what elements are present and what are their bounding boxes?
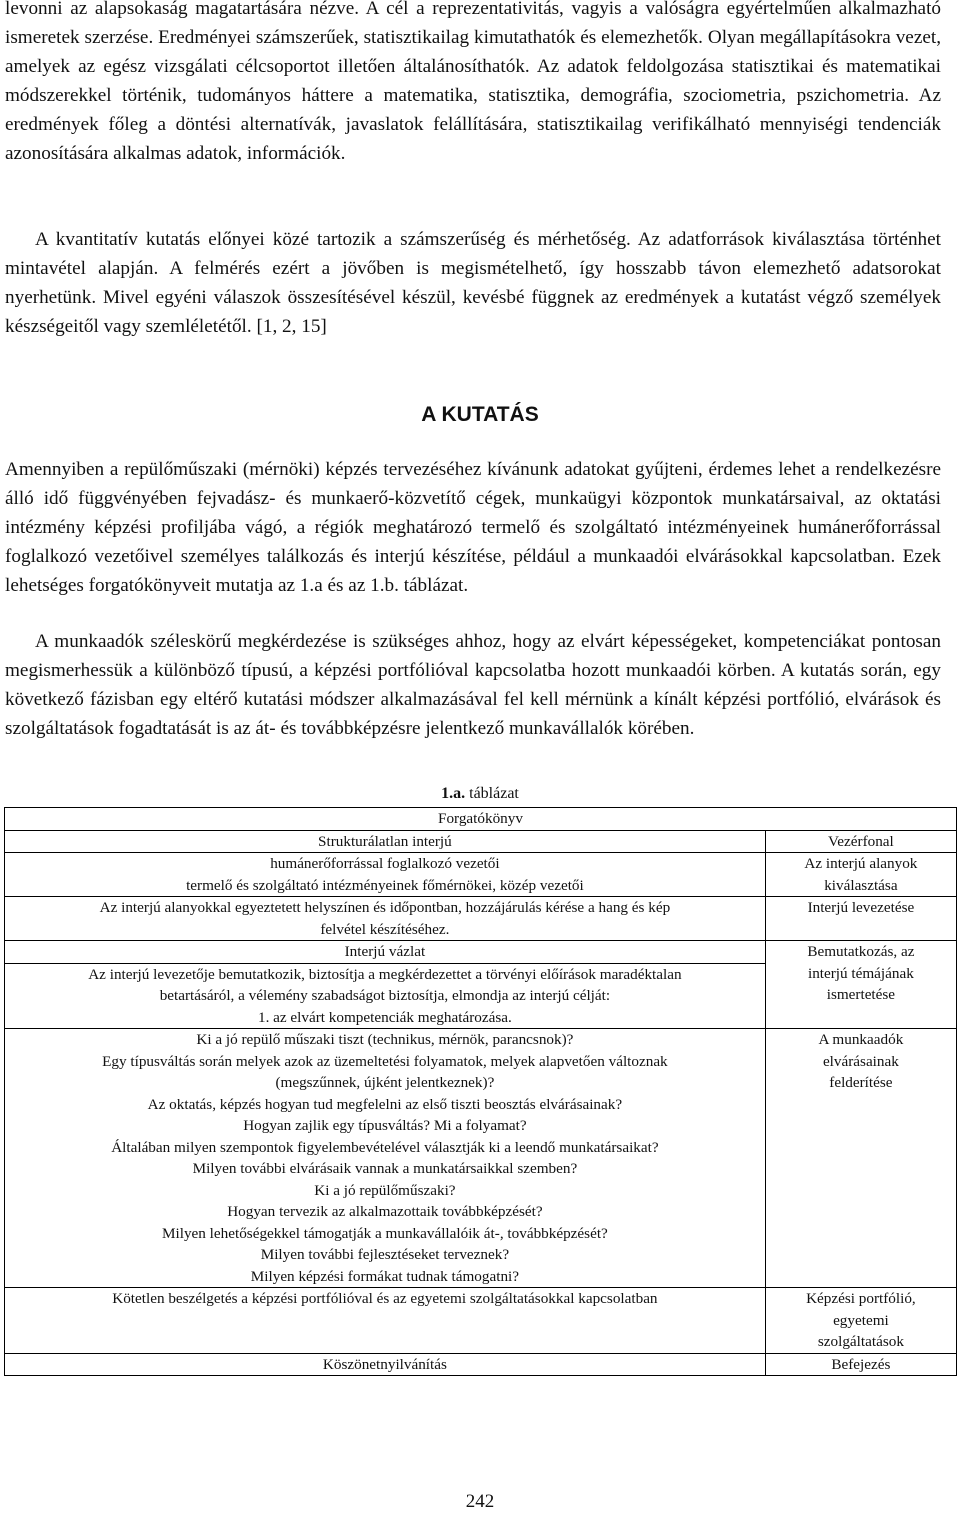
question-line: Milyen további fejlesztéseket terveznek? xyxy=(260,1246,510,1263)
cell-line: 1. az elvárt kompetenciák meghatározása. xyxy=(257,1008,512,1026)
table-row xyxy=(5,897,957,941)
cell-line: ismertetése xyxy=(826,986,896,1003)
table-cell-right xyxy=(765,941,956,1029)
table-cell-left xyxy=(5,963,766,1029)
table-row xyxy=(5,808,957,831)
cell-line: Az interjú alanyokkal egyeztetett helyszínen és időpontban, hozzájárulás kérése a hang és kép xyxy=(99,899,671,916)
table-title-cell: Forgatókönyv xyxy=(5,808,957,831)
question-line: Milyen képzési formákat tudnak támogatni? xyxy=(250,1267,520,1285)
cell-line: Bemutatkozás, az xyxy=(807,943,915,960)
table-cell-right xyxy=(765,853,956,897)
question-line: Általában milyen szempontok figyelembevételével választják ki a leendő munkatársaikat? xyxy=(111,1138,659,1156)
cell-line: szolgáltatások xyxy=(817,1333,904,1350)
table-cell-right: Befejezés xyxy=(765,1353,956,1376)
paragraph-intro xyxy=(5,0,941,168)
page-number: 242 xyxy=(465,1491,495,1512)
scenario-table xyxy=(4,807,957,1376)
table-row xyxy=(5,853,957,897)
table-cell-left: Strukturálatlan interjú xyxy=(5,830,766,853)
question-line: Egy típusváltás során melyek azok az üzemeltetési folyamatok, melyek alapvetően változnak xyxy=(102,1052,668,1070)
question-line: Milyen lehetőségekkel támogatják a munkavállalóik át-, továbbképzését? xyxy=(162,1224,608,1242)
question-line: (megszűnnek, újként jelentkeznek)? xyxy=(275,1074,495,1091)
table-cell-right xyxy=(765,1029,956,1288)
table-cell-left xyxy=(5,897,766,941)
cell-line: humánerőforrással foglalkozó vezetői xyxy=(270,855,500,872)
cell-line: felvétel készítéséhez. xyxy=(320,920,450,938)
table-cell-right: Interjú levezetése xyxy=(765,897,956,941)
question-line: Ki a jó repülőműszaki? xyxy=(314,1181,456,1199)
cell-line: elvárásainak xyxy=(822,1052,899,1070)
paragraph-research-text: Amennyiben a repülőműszaki (mérnöki) képzés tervezéséhez kívánunk adatokat gyűjteni, érdemes lehet a rendelkezésre álló idő függvényében fejvadász- és munkaerő-közvetítő cégek, munkaügyi központok munkatársaival, az oktatási intézmény képzési profiljába vágó, a régiók meghatározó termelő és szolgáltató intézményeinek humánerőforrással foglalkozó vezetőivel személyes találkozás és interjú készítése, például a munkaadói elvárásokkal kapcsolatban. Ezek lehetséges forgatókönyveit mutatja az 1.a és az 1.b. táblázat. xyxy=(5,459,941,596)
cell-line: kiválasztása xyxy=(824,876,898,894)
table-cell-right: Vezérfonal xyxy=(765,830,956,853)
paragraph-employers xyxy=(5,628,941,744)
table-cell-left: Interjú vázlat xyxy=(5,941,766,964)
table-cell-right xyxy=(765,1288,956,1354)
table-caption xyxy=(0,785,960,803)
cell-line: Az interjú levezetője bemutatkozik, biztosítja a megkérdezettet a törvényi előírások maradéktalan xyxy=(88,965,682,983)
paragraph-research xyxy=(5,456,941,601)
table-row xyxy=(5,1353,957,1376)
cell-line: Képzési portfólió, xyxy=(806,1290,916,1307)
question-line: Hogyan tervezik az alkalmazottaik továbbképzését? xyxy=(227,1203,543,1220)
paragraph-intro-text: levonni az alapsokaság magatartására nézve. A cél a reprezentativitás, vagyis a valóságra egyértelműen alkalmazható ismeretek szerzése. Eredményei számszerűek, statisztikailag kimutathatók és elemezhetők. Olyan megállapításokra vezet, amelyek az egész vizsgálati célcsoportot illetően általánosíthatók. Az adatok feldolgozása statisztikai és matematikai módszerekkel történik, tudományos háttere a matematika, statisztika, demográfia, szociometria, pszichometria. Az eredmények főleg a döntési alternatívák, javaslatok felállítására, statisztikailag verifikálható mennyiségi tendenciák azonosítására alkalmas adatok, információk. xyxy=(5,0,941,164)
table-cell-left: Kötetlen beszélgetés a képzési portfólióval és az egyetemi szolgáltatásokkal kapcsolatban xyxy=(5,1288,766,1354)
table-caption-label: táblázat xyxy=(465,785,519,802)
question-line: Az oktatás, képzés hogyan tud megfelelni az első tiszti beosztás elvárásainak? xyxy=(147,1095,623,1113)
cell-line: betartásáról, a vélemény szabadságot biztosítja, elmondja az interjú célját: xyxy=(159,987,611,1004)
cell-line: egyetemi xyxy=(833,1311,889,1329)
cell-line: A munkaadók xyxy=(818,1031,904,1048)
table-cell-left xyxy=(5,853,766,897)
question-line: Hogyan zajlik egy típusváltás? Mi a folyamat? xyxy=(243,1117,527,1134)
cell-line: termelő és szolgáltató intézményeinek főmérnökei, közép vezetői xyxy=(186,876,584,894)
section-heading: A KUTATÁS xyxy=(421,403,539,426)
paragraph-advantages-text: A kvantitatív kutatás előnyei közé tartozik a számszerűség és mérhetőség. Az adatforrások kiválasztása történhet mintavétel alapján. A felmérés ezért a jövőben is megismételhető, így hosszabb távon elemezhető adatsorokat nyerhetünk. Mivel egyéni válaszok összesítésével készül, kevésbé függnek az eredmények a kutatást végző személyek készségeitől vagy szemléletétől. [1, 2, 15] xyxy=(5,229,941,337)
question-line: Milyen további elvárásaik vannak a munkatársaikkal szemben? xyxy=(192,1160,578,1177)
cell-line: Az interjú alanyok xyxy=(804,855,918,872)
table-cell-left: Köszönetnyilvánítás xyxy=(5,1353,766,1376)
cell-line: felderítése xyxy=(829,1074,893,1091)
table-row xyxy=(5,1288,957,1354)
paragraph-employers-text: A munkaadók széleskörű megkérdezése is szükséges ahhoz, hogy az elvárt képességeket, kompetenciákat pontosan megismerhessük a különböző típusú, a képzési portfólióval kapcsolatba hozott munkaadói körben. A kutatás során, egy következő fázisban egy eltérő kutatási módszer alkalmazásával fel kell mérnünk a kínált képzési portfólió, elvárások és szolgáltatások fogadtatását is az át- és továbbképzésre jelentkező munkavállalók körében. xyxy=(5,631,941,739)
question-line: Ki a jó repülő műszaki tiszt (technikus, mérnök, parancsnok)? xyxy=(196,1031,574,1048)
table-row xyxy=(5,1029,957,1288)
paragraph-advantages xyxy=(5,226,941,342)
cell-line: interjú témájának xyxy=(807,964,914,982)
table-row xyxy=(5,830,957,853)
table-caption-number: 1.a. xyxy=(441,785,466,802)
table-row xyxy=(5,941,957,964)
table-cell-questions xyxy=(5,1029,766,1288)
